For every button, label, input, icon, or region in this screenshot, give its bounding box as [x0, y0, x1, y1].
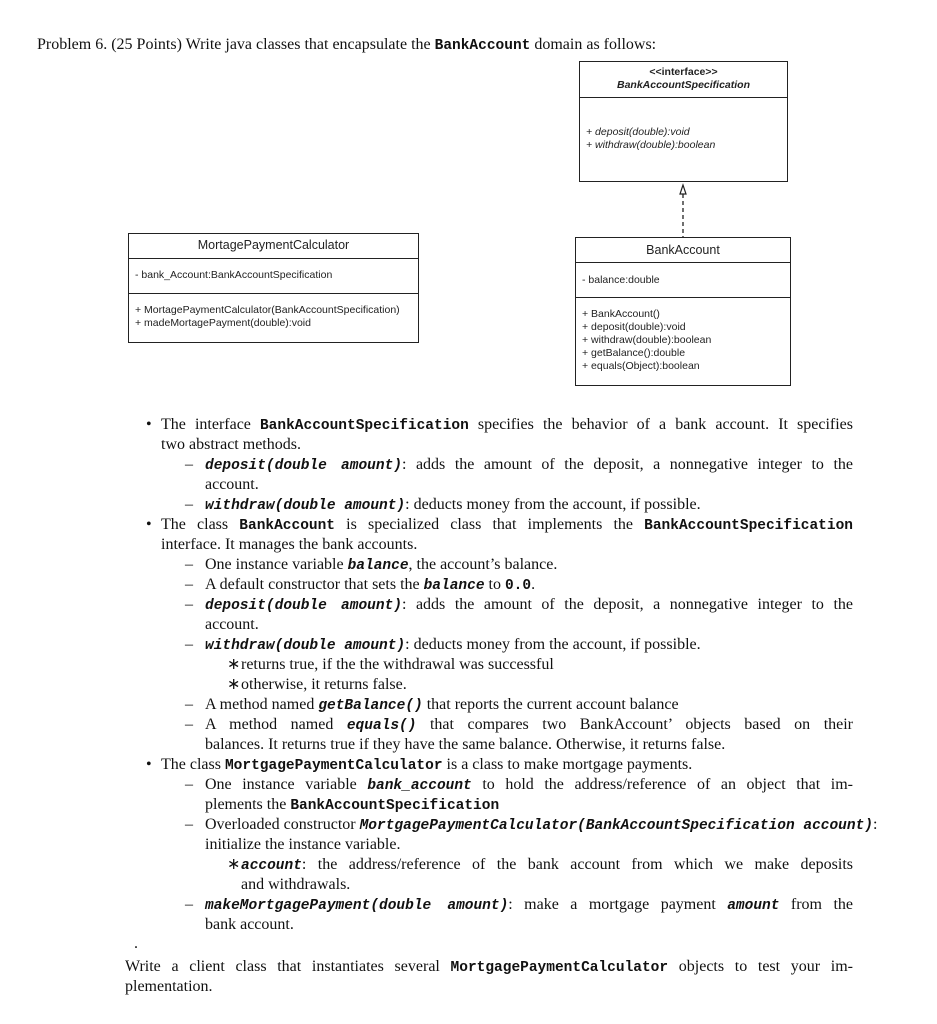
uml-calculator-box	[128, 233, 419, 343]
text: : make a mortgage payment	[508, 896, 728, 913]
list-marker: ∗	[227, 656, 241, 673]
method: + getBalance():double	[582, 347, 686, 359]
list-line	[205, 695, 679, 715]
list-marker: •	[146, 516, 152, 533]
list-line	[205, 915, 294, 935]
text: : adds the amount of the deposit, a nonnegative integer to the	[401, 596, 853, 613]
list-line	[205, 895, 853, 915]
method: + madeMortagePayment(double):void	[135, 317, 311, 329]
text: The class	[161, 516, 240, 533]
text: The class	[161, 756, 225, 773]
problem-title	[37, 35, 656, 55]
class-attributes	[576, 262, 790, 298]
text: : adds the amount of the deposit, a nonnegative integer to the	[401, 456, 853, 473]
code-text: BankAccountSpecification	[259, 418, 469, 434]
code-text: deposit(double amount)	[205, 598, 402, 614]
code-text: getBalance()	[318, 698, 423, 714]
text: is specialized class that implements the	[335, 516, 645, 533]
paragraph-line	[125, 957, 853, 977]
code-text: MortgagePaymentCalculator	[224, 758, 443, 774]
list-marker: –	[185, 636, 193, 653]
list-line	[161, 755, 692, 775]
code-text: account	[241, 858, 302, 874]
text: that compares two BankAccount’ objects based on their	[416, 716, 854, 733]
method: + MortagePaymentCalculator(BankAccountSpecification)	[135, 304, 400, 316]
stray-dot: .	[134, 935, 138, 952]
text: , the account’s balance.	[408, 556, 558, 573]
text: two abstract methods.	[161, 436, 301, 453]
method: + withdraw(double):boolean	[582, 334, 712, 346]
uml-bankaccount-box	[575, 237, 791, 386]
list-marker: –	[185, 696, 193, 713]
text: objects to test your im-	[668, 958, 854, 975]
text: to hold the address/reference of an object that im-	[471, 776, 854, 793]
text: domain as follows:	[530, 36, 657, 53]
list-line	[205, 615, 259, 635]
text: that reports the current account balance	[422, 696, 679, 713]
list-line	[205, 455, 853, 475]
code-text: BankAccountSpecification	[290, 798, 500, 814]
list-line	[205, 575, 535, 595]
class-name: MortagePaymentCalculator	[197, 238, 350, 252]
list-line	[161, 435, 301, 455]
method: + BankAccount()	[582, 308, 660, 320]
list-marker: –	[185, 456, 193, 473]
text: :	[873, 816, 878, 833]
code-text: balance	[423, 578, 485, 594]
text: specifies the behavior of a bank account. It specifies	[468, 416, 854, 433]
code-text: equals()	[346, 718, 417, 734]
class-methods	[129, 293, 418, 342]
text: Problem 6. (25 Points) Write java classes that encapsulate the	[37, 36, 435, 53]
code-text: withdraw(double amount)	[205, 498, 406, 514]
list-line	[241, 655, 554, 675]
list-marker: –	[185, 816, 193, 833]
interface-name: BankAccountSpecification	[616, 79, 751, 91]
list-line	[205, 555, 557, 575]
list-marker: –	[185, 556, 193, 573]
text: account.	[205, 616, 259, 633]
text: to	[484, 576, 505, 593]
list-marker: ∗	[227, 856, 241, 873]
code-text: BankAccount	[239, 518, 336, 534]
list-line	[205, 595, 853, 615]
list-line	[205, 495, 701, 515]
text: : deducts money from the account, if possible.	[405, 496, 701, 513]
list-line	[205, 815, 877, 835]
code-text: 0.0	[504, 578, 532, 594]
text: interface. It manages the bank accounts.	[161, 536, 418, 553]
list-marker: ∗	[227, 676, 241, 693]
list-line	[205, 835, 400, 855]
code-text: amount	[727, 898, 780, 914]
text: A method named	[205, 716, 347, 733]
text: and withdrawals.	[241, 876, 351, 893]
text: plements the	[205, 796, 291, 813]
code-text: withdraw(double amount)	[205, 638, 406, 654]
text: A method named	[205, 696, 319, 713]
list-marker: –	[185, 576, 193, 593]
text: returns true, if the the withdrawal was successful	[241, 656, 554, 673]
code-text: deposit(double amount)	[205, 458, 402, 474]
text: Overloaded constructor	[205, 816, 360, 833]
code-text: balance	[347, 558, 409, 574]
text: : the address/reference of the bank account from which we make deposits	[301, 856, 853, 873]
text: from the	[779, 896, 853, 913]
list-line	[205, 475, 259, 495]
attribute: - bank_Account:BankAccountSpecification	[135, 269, 333, 281]
list-line	[241, 875, 350, 895]
list-line	[241, 675, 407, 695]
list-line	[161, 535, 417, 555]
method: + deposit(double):void	[582, 321, 686, 333]
list-marker: –	[185, 496, 193, 513]
list-line	[205, 635, 701, 655]
list-line	[161, 515, 853, 535]
list-marker: –	[185, 716, 193, 733]
interface-methods	[580, 97, 787, 181]
code-text: makeMortgagePayment(double amount)	[205, 898, 509, 914]
list-line	[205, 735, 725, 755]
list-line	[205, 715, 853, 735]
list-line	[161, 415, 853, 435]
class-name: BankAccount	[646, 243, 720, 257]
text: balances. It returns true if they have the same balance. Otherwise, it returns false.	[205, 736, 726, 753]
text: is a class to make mortgage payments.	[442, 756, 693, 773]
text: One instance variable	[205, 776, 368, 793]
code-text: bank_account	[367, 778, 472, 794]
code-text: MortgagePaymentCalculator(BankAccountSpecification account)	[359, 818, 873, 834]
method: + deposit(double):void	[586, 126, 690, 138]
text: One instance variable	[205, 556, 348, 573]
attribute: - balance:double	[582, 274, 660, 286]
code-text: BankAccountSpecification	[644, 518, 853, 534]
text: The interface	[161, 416, 260, 433]
list-line	[205, 795, 499, 815]
text: otherwise, it returns false.	[241, 676, 407, 693]
realization-arrow	[673, 181, 693, 239]
text: A default constructor that sets the	[205, 576, 424, 593]
list-marker: •	[146, 416, 152, 433]
list-marker: –	[185, 896, 193, 913]
paragraph-line	[125, 977, 213, 997]
uml-interface-box	[579, 61, 788, 182]
list-marker: •	[146, 756, 152, 773]
method: + withdraw(double):boolean	[586, 139, 716, 151]
list-line	[205, 775, 853, 795]
text: plementation.	[125, 978, 213, 995]
class-methods	[576, 297, 790, 385]
list-line	[241, 855, 853, 875]
text: : deducts money from the account, if possible.	[405, 636, 701, 653]
text: .	[531, 576, 536, 593]
class-attributes	[129, 258, 418, 294]
code-text: BankAccount	[434, 38, 531, 54]
list-marker: –	[185, 596, 193, 613]
method: + equals(Object):boolean	[582, 360, 700, 372]
text: initialize the instance variable.	[205, 836, 401, 853]
list-marker: –	[185, 776, 193, 793]
interface-stereotype: <<interface>>	[649, 66, 718, 78]
text: bank account.	[205, 916, 294, 933]
text: account.	[205, 476, 259, 493]
text: Write a client class that instantiates several	[125, 958, 451, 975]
code-text: MortgagePaymentCalculator	[450, 960, 669, 976]
